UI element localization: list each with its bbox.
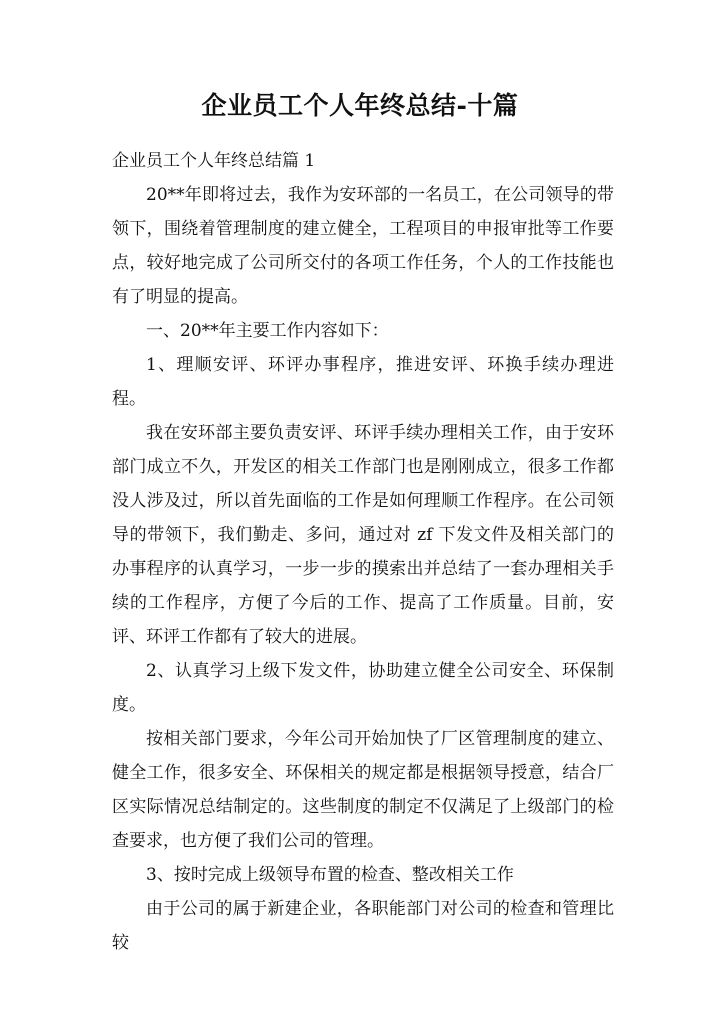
paragraph-item-3-body: 由于公司的属于新建企业，各职能部门对公司的检查和管理比较 <box>112 899 614 953</box>
document-body <box>112 144 614 960</box>
paragraph-heading-main-work: 一、20**年主要工作内容如下： <box>146 321 389 341</box>
paragraph-item-2-heading: 2、认真学习上级下发文件，协助建立健全公司安全、环保制度。 <box>112 661 614 715</box>
section-heading: 企业员工个人年终总结篇 1 <box>112 151 316 171</box>
paragraph-item-1-heading: 1、理顺安评、环评办事程序，推进安评、环换手续办理进程。 <box>112 355 614 409</box>
paragraph-intro: 20**年即将过去，我作为安环部的一名员工，在公司领导的带领下，围绕着管理制度的建立健全，工程项目的申报审批等工作要点，较好地完成了公司所交付的各项工作任务，个人的工作技能也有了明显的提高。 <box>112 185 614 307</box>
document-title: 企业员工个人年终总结-十篇 <box>201 91 519 120</box>
paragraph-item-3-heading: 3、按时完成上级领导布置的检查、整改相关工作 <box>146 865 514 885</box>
paragraph-item-1-body: 我在安环部主要负责安评、环评手续办理相关工作，由于安环部门成立不久，开发区的相关工作部门也是刚刚成立，很多工作都没人涉及过，所以首先面临的工作是如何理顺工作程序。在公司领导的带领下，我们勤走、多问，通过对 zf 下发文件及相关部门的办事程序的认真学习，一步一步的摸索出并总结了一套办理相关手续的工作程序，方便了今后的工作、提高了工作质量。目前，安评、环评工作都有了较大的进展。 <box>112 423 614 647</box>
paragraph-item-2-body: 按相关部门要求，今年公司开始加快了厂区管理制度的建立、健全工作，很多安全、环保相关的规定都是根据领导授意，结合厂区实际情况总结制定的。这些制度的制定不仅满足了上级部门的检查要求，也方便了我们公司的管理。 <box>112 729 614 851</box>
